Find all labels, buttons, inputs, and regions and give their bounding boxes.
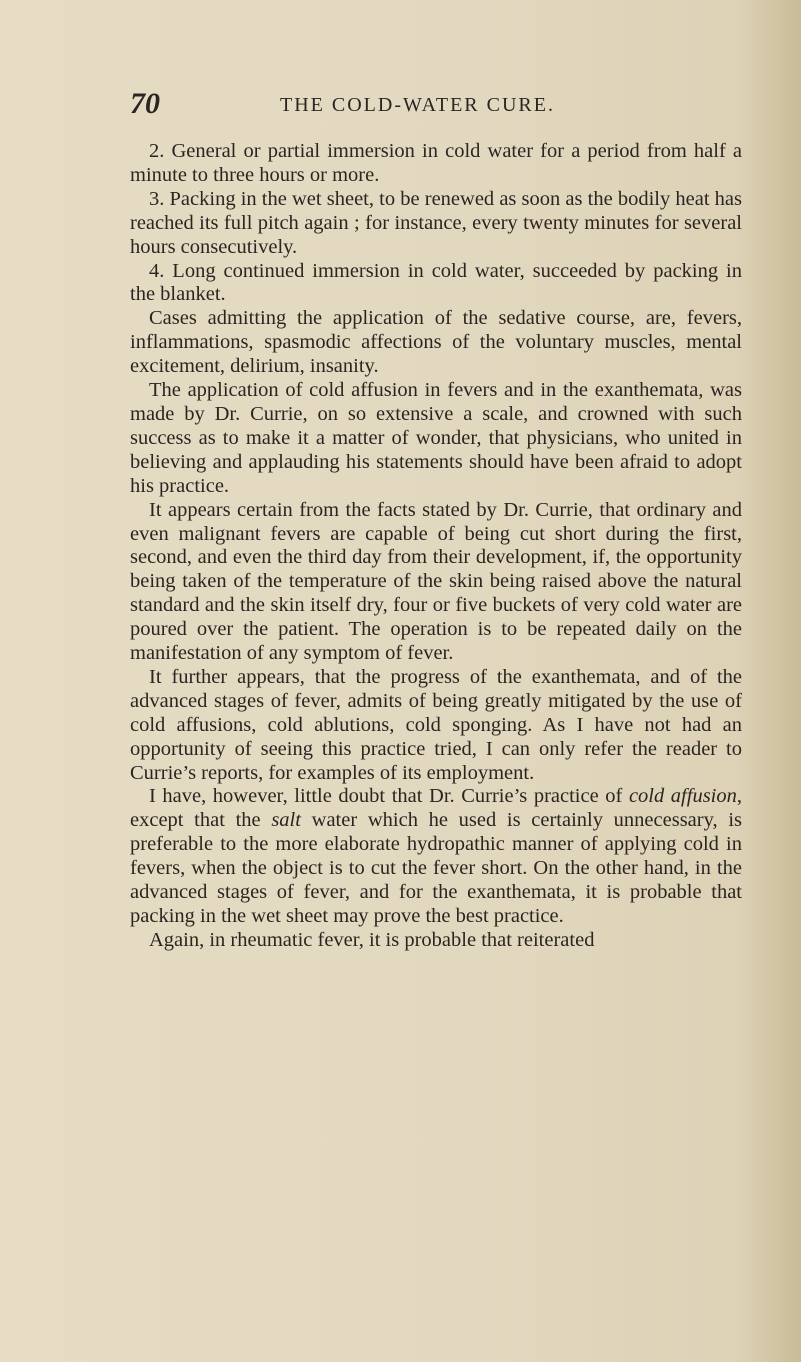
paragraph <box>130 188 742 260</box>
paragraph-text: It appears certain from the facts stated by Dr. Currie, that ordinary and even malignant fevers are capable of being cut short during the first, second, and even the third day from their development, if, the opportunity being taken of the temperature of the skin being raised above the natural standard and the skin itself dry, four or five buckets of very cold water are poured over the patient. The operation is to be repeated daily on the manifestation of any symptom of fever. <box>130 498 742 665</box>
paragraph <box>130 666 742 786</box>
running-title: THE COLD-WATER CURE. <box>280 94 555 116</box>
paragraph-text: 2. General or partial immersion in cold water for a period from half a minute to three hours or more. <box>130 140 742 186</box>
paragraph-text: Cases admitting the application of the sedative course, are, fevers, inflammations, spasmodic affections of the voluntary muscles, mental excitement, delirium, insanity. <box>130 307 742 378</box>
italic-text: salt <box>271 809 301 832</box>
body-text <box>130 140 742 953</box>
paragraph-text: 4. Long continued immersion in cold water, succeeded by packing in the blanket. <box>130 259 742 306</box>
running-head <box>130 84 740 124</box>
paragraph <box>130 499 742 666</box>
paragraph <box>130 307 742 379</box>
paragraph <box>130 260 742 308</box>
paragraph-text: , except that the <box>130 785 742 832</box>
paragraph-text: 3. Packing in the wet sheet, to be renewed as soon as the bodily heat has reached its full pitch again ; for instance, every twenty minutes for several hours consecutively. <box>130 187 742 258</box>
paragraph <box>130 929 742 953</box>
paragraph <box>130 379 742 499</box>
paragraph-text: The application of cold affusion in fevers and in the exanthemata, was made by Dr. Currie, on so extensive a scale, and crowned with such success as to make it a matter of wonder, that physicians, who united in believing and applauding his statements should have been afraid to adopt his practice. <box>130 379 742 497</box>
paragraph-text: It further appears, that the progress of the exanthemata, and of the advanced stages of fever, admits of being greatly mitigated by the use of cold affusions, cold ablutions, cold sponging. As I have not had an opportunity of seeing this practice tried, I can only refer the reader to Currie’s reports, for examples of its employment. <box>130 665 742 784</box>
paragraph-text: water which he used is certainly unnecessary, is preferable to the more elaborate hydropathic manner of applying cold in fevers, when the object is to cut the fever short. On the other hand, in the advanced stages of fever, and for the exanthemata, it is probable that packing in the wet sheet may prove the best practice. <box>130 809 742 927</box>
page-number: 70 <box>130 87 160 120</box>
italic-text: cold affusion <box>628 785 737 808</box>
paragraph-text: I have, however, little doubt that Dr. Currie’s practice of <box>149 785 629 808</box>
paragraph-text: Again, in rheumatic fever, it is probable that reiterated <box>149 928 595 951</box>
paragraph <box>130 140 742 188</box>
paragraph <box>130 785 742 928</box>
